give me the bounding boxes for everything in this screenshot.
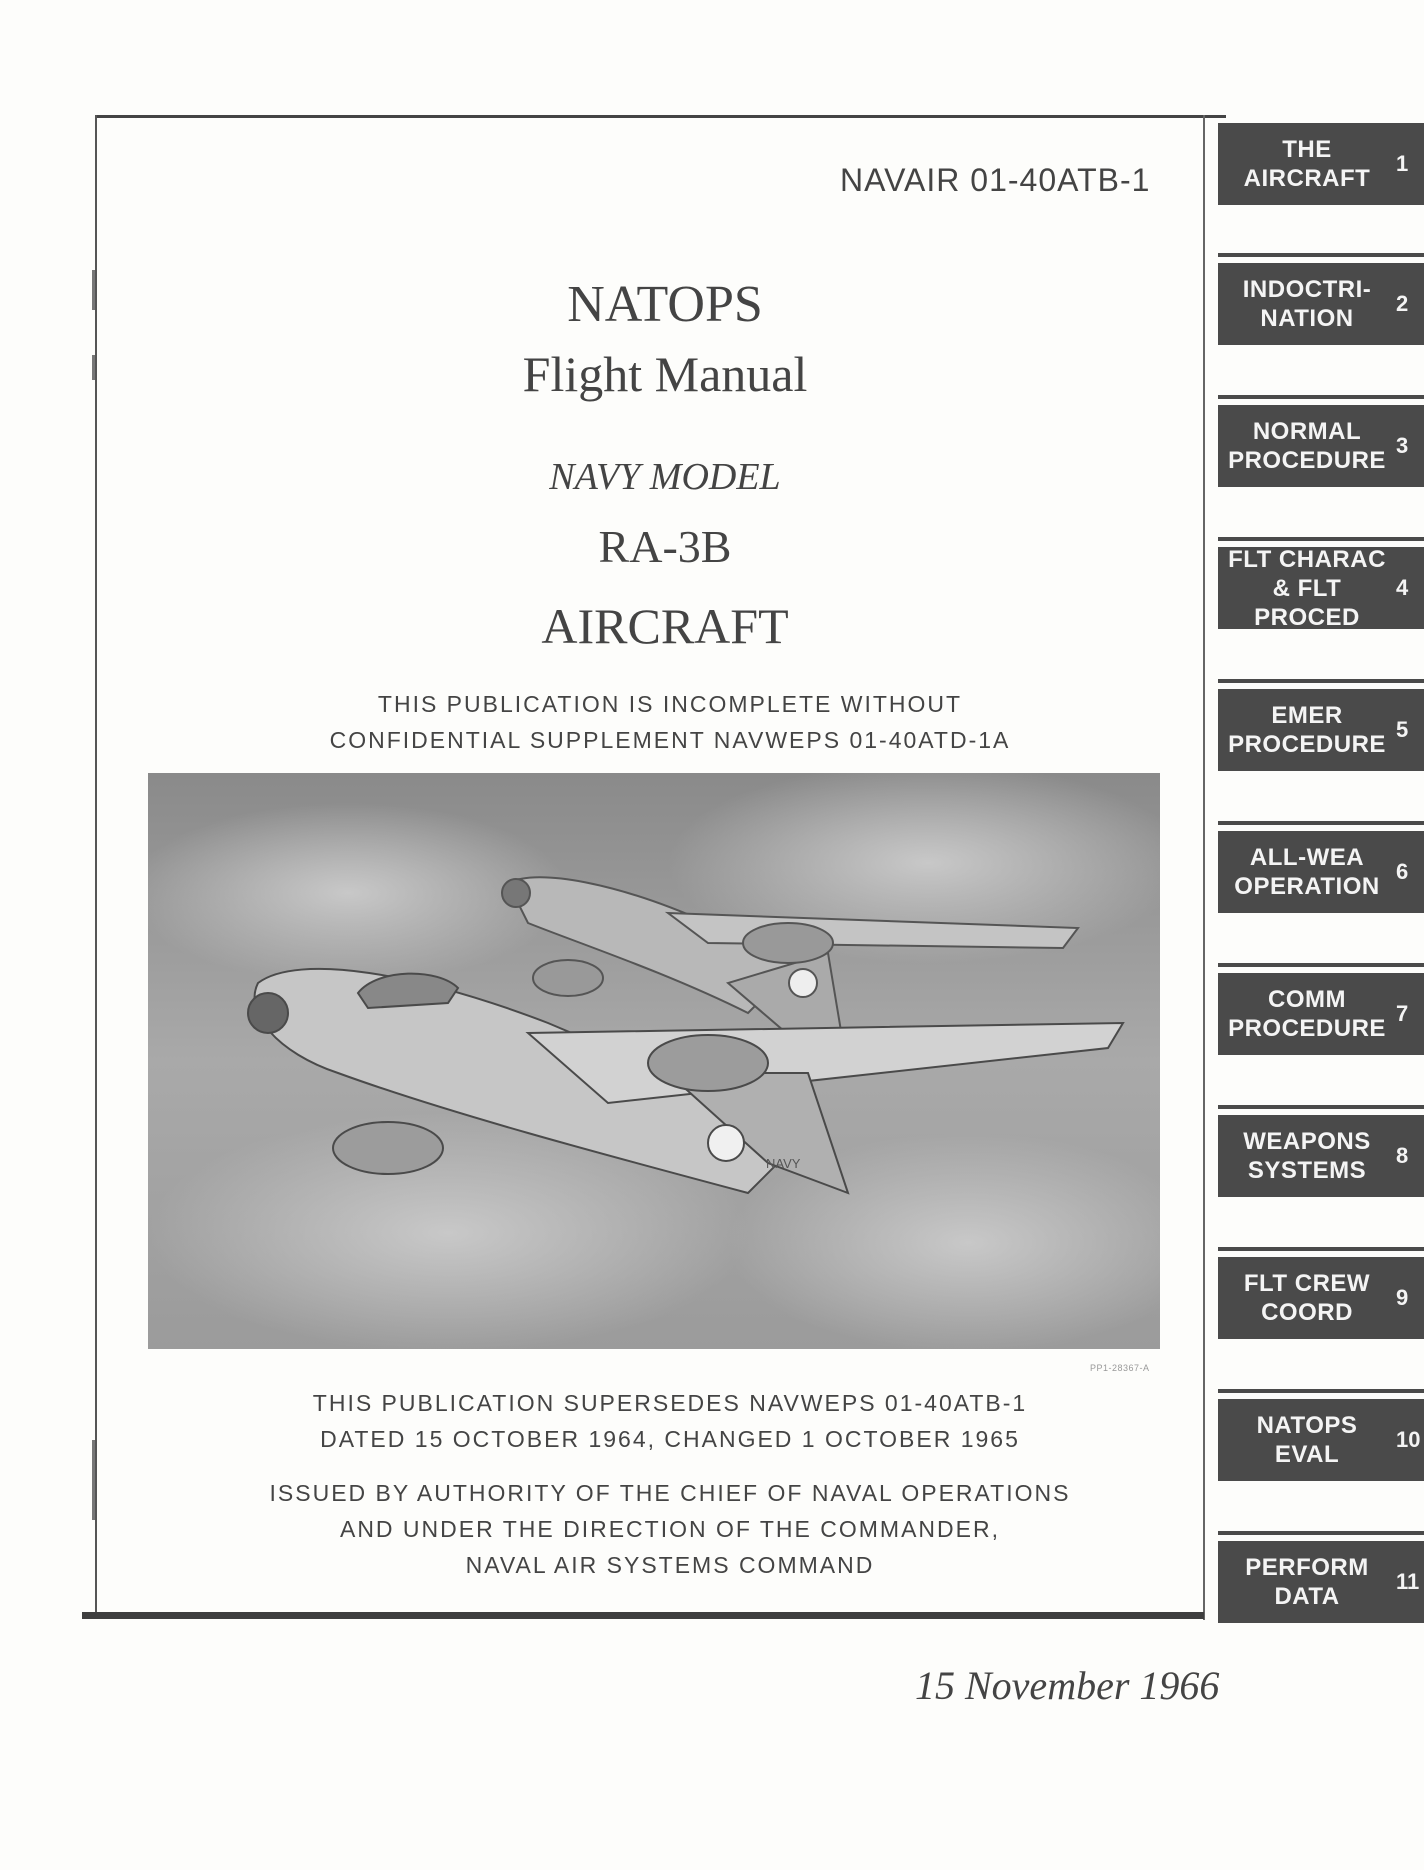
margin-mark — [92, 355, 95, 380]
tab-emer-procedure[interactable] — [1218, 689, 1424, 771]
tab-number: 11 — [1396, 1569, 1420, 1594]
tab-number: 8 — [1396, 1143, 1409, 1168]
tab-label: EMER PROCEDURE — [1228, 702, 1386, 758]
tab-label: COMM PROCEDURE — [1228, 986, 1386, 1042]
tab-number: 2 — [1396, 291, 1409, 316]
tab-label: FLT CHARAC & FLT PROCED — [1228, 545, 1386, 631]
tab-divider — [1218, 1389, 1424, 1393]
tab-label: NORMAL PROCEDURE — [1228, 418, 1386, 474]
document-number: NAVAIR 01-40ATB-1 — [840, 162, 1151, 198]
tab-divider — [1218, 537, 1424, 541]
frame-top-rule — [96, 115, 1226, 118]
frame-bottom-rule — [82, 1612, 1204, 1619]
tab-number: 7 — [1396, 1001, 1409, 1026]
tab-divider — [1218, 679, 1424, 683]
tab-number: 10 — [1396, 1427, 1421, 1452]
frame-right-rule — [1203, 115, 1205, 1620]
tab-perform-data[interactable] — [1218, 1541, 1424, 1623]
tab-label: INDOCTRI- NATION — [1242, 276, 1372, 332]
tab-divider — [1218, 821, 1424, 825]
tab-normal-procedure[interactable] — [1218, 405, 1424, 487]
model-label: NAVY MODEL — [549, 456, 781, 498]
tab-number: 9 — [1396, 1285, 1409, 1310]
title-natops: NATOPS — [567, 276, 763, 333]
margin-mark — [92, 1440, 95, 1520]
tab-label: NATOPS EVAL — [1256, 1412, 1358, 1468]
tab-label: PERFORM DATA — [1245, 1554, 1369, 1610]
tab-label: ALL-WEA OPERATION — [1234, 844, 1380, 900]
supersedes-notice: THIS PUBLICATION SUPERSEDES NAVWEPS 01-40ATB-1 DATED 15 OCTOBER 1964, CHANGED 1 OCTOBER 1965 — [312, 1390, 1028, 1452]
publication-date: 15 November 1966 — [915, 1663, 1220, 1708]
issued-authority: ISSUED BY AUTHORITY OF THE CHIEF OF NAVAL OPERATIONS AND UNDER THE DIRECTION OF THE COMMANDER, NAVAL AIR SYSTEMS COMMAND — [269, 1480, 1071, 1578]
aircraft-illustration — [148, 773, 1160, 1349]
tab-comm-procedure[interactable] — [1218, 973, 1424, 1055]
tab-all-wea-operation[interactable] — [1218, 831, 1424, 913]
tab-divider — [1218, 1247, 1424, 1251]
tab-weapons-systems[interactable] — [1218, 1115, 1424, 1197]
tab-label: THE AIRCRAFT — [1243, 136, 1371, 192]
tab-flt-crew-coord[interactable] — [1218, 1257, 1424, 1339]
margin-mark — [92, 270, 95, 310]
tail-marking: NAVY — [766, 1156, 801, 1171]
tab-number: 4 — [1396, 575, 1409, 600]
tab-number: 5 — [1396, 717, 1409, 742]
tab-natops-eval[interactable] — [1218, 1399, 1424, 1481]
tab-divider — [1218, 395, 1424, 399]
tab-divider — [1218, 1531, 1424, 1535]
tab-indoctrination[interactable] — [1218, 263, 1424, 345]
tab-divider — [1218, 1105, 1424, 1109]
title-aircraft: AIRCRAFT — [541, 598, 789, 654]
tab-divider — [1218, 253, 1424, 257]
model-designation: RA-3B — [598, 521, 732, 572]
tab-divider — [1218, 963, 1424, 967]
tab-label: FLT CREW COORD — [1243, 1270, 1371, 1326]
photo-credit: PP1-28367-A — [1090, 1363, 1150, 1373]
tab-number: 6 — [1396, 859, 1409, 884]
tab-label: WEAPONS SYSTEMS — [1243, 1128, 1371, 1184]
tab-the-aircraft[interactable] — [1218, 123, 1424, 205]
incomplete-notice: THIS PUBLICATION IS INCOMPLETE WITHOUT CONFIDENTIAL SUPPLEMENT NAVWEPS 01-40ATD-1A — [329, 691, 1011, 753]
frame-left-rule — [95, 115, 97, 1615]
tab-flt-charac[interactable] — [1218, 547, 1424, 629]
title-flight-manual: Flight Manual — [522, 346, 808, 402]
tab-number: 3 — [1396, 433, 1409, 458]
tab-number: 1 — [1396, 151, 1409, 176]
